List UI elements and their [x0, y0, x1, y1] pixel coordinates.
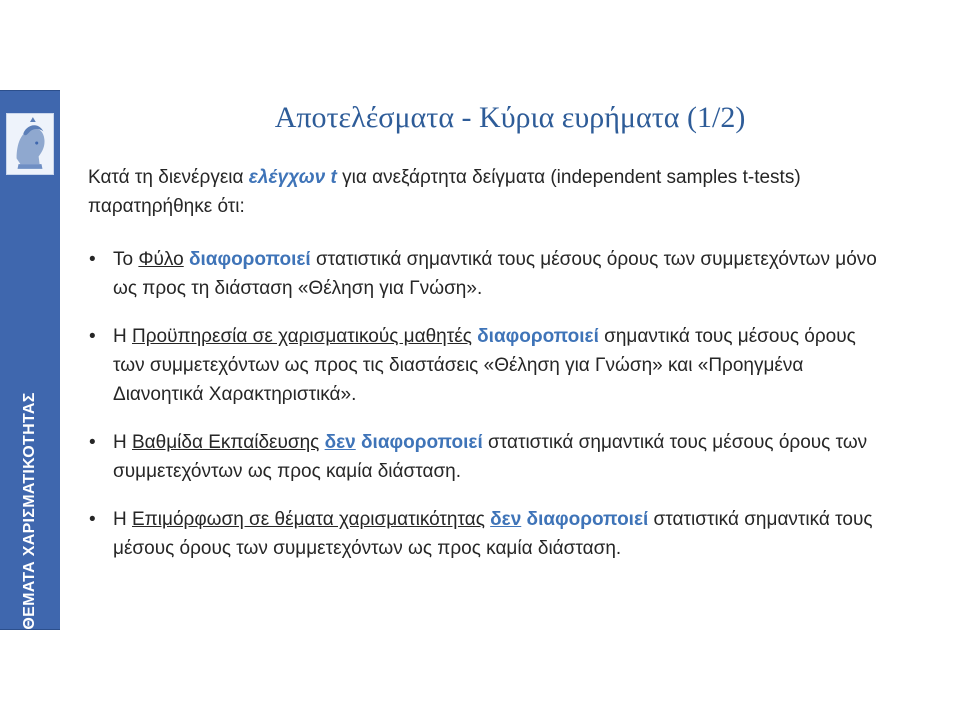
finding-item — [88, 505, 888, 563]
intro-emphasis: ελέγχων t — [248, 167, 337, 188]
slide-title: Αποτελέσματα - Κύρια ευρήματα (1/2) — [274, 101, 746, 134]
finding-verb: διαφοροποιεί — [189, 249, 311, 270]
finding-item — [88, 428, 888, 486]
finding-item — [88, 322, 888, 409]
finding-negation: δεν — [324, 432, 356, 453]
finding-prefix: Η — [113, 326, 132, 347]
finding-verb: διαφοροποιεί — [361, 432, 483, 453]
findings-list — [88, 245, 888, 563]
bullet-dot: • — [89, 249, 96, 270]
finding-rest: σημαντικά τους μέσους όρους των συμμετεχόντων ως προς τις διαστάσεις «Θέληση για Γνώση» και «Προηγμένα Διανοητικά Χαρακτηριστικά». — [113, 326, 856, 405]
finding-prefix: Το — [113, 249, 139, 270]
university-emblem-athena-icon — [6, 113, 54, 175]
finding-item — [88, 245, 888, 303]
finding-variable: Βαθμίδα Εκπαίδευσης — [132, 432, 320, 453]
intro-text-after: για ανεξάρτητα δείγματα (independent samples t-tests) παρατηρήθηκε ότι: — [88, 167, 801, 217]
bullet-dot: • — [89, 326, 96, 347]
finding-prefix: Η — [113, 432, 132, 453]
finding-prefix: Η — [113, 509, 132, 530]
finding-variable: Επιμόρφωση σε θέματα χαρισματικότητας — [132, 509, 485, 530]
intro-paragraph — [88, 163, 888, 221]
finding-verb: διαφοροποιεί — [477, 326, 599, 347]
side-band — [0, 90, 60, 630]
finding-variable: Φύλο — [138, 249, 184, 270]
side-label: ΘΕΜΑΤΑ ΧΑΡΙΣΜΑΤΙΚΟΤΗΤΑΣ — [21, 392, 38, 630]
bullet-dot: • — [89, 432, 96, 453]
finding-verb: διαφοροποιεί — [526, 509, 649, 530]
slide-content — [88, 163, 888, 582]
finding-rest: στατιστικά σημαντικά τους μέσους όρους των συμμετεχόντων μόνο ως προς τη διάσταση «Θέληση για Γνώση». — [113, 249, 877, 299]
finding-rest: στατιστικά σημαντικά τους μέσους όρους των συμμετεχόντων ως προς καμία διάσταση. — [113, 509, 873, 559]
bullet-dot: • — [89, 509, 96, 530]
finding-variable: Προϋπηρεσία σε χαρισματικούς μαθητές — [132, 326, 472, 347]
intro-text-before: Κατά τη διενέργεια — [88, 167, 249, 188]
finding-negation: δεν — [490, 509, 522, 530]
finding-rest: στατιστικά σημαντικά τους μέσους όρους των συμμετεχόντων ως προς καμία διάσταση. — [113, 432, 868, 482]
